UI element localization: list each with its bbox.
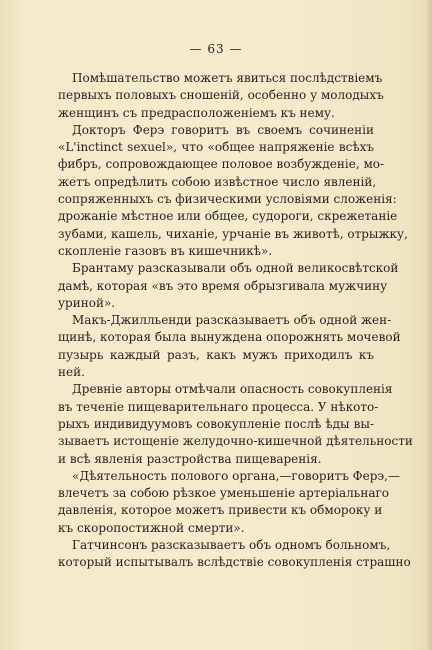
text-line: Помѣшательство можетъ явиться послѣдствіемъ	[72, 71, 383, 85]
text-line: Брантаму разсказывали объ одной великосвѣтской	[72, 261, 399, 276]
text-line: уриной».	[58, 295, 116, 310]
text-line: Древніе авторы отмѣчали опасность совокупленія	[72, 382, 393, 397]
text-line: жетъ опредѣлить собою извѣстное число явленій,	[58, 174, 377, 189]
text-line: ней.	[58, 365, 85, 380]
text-line: къ скоропостижной смерти».	[58, 520, 245, 535]
text-line: дрожаніе мѣстное или общее, судороги, скрежетаніе	[58, 209, 398, 224]
body-text	[58, 70, 413, 572]
text-line: «Дѣятельность полового органа,—говоритъ Ферэ,—	[72, 468, 400, 483]
text-line: пузырь каждый разъ, какъ мужъ приходилъ къ	[58, 347, 374, 362]
text-line: Докторъ Ферэ говоритъ въ своемъ сочиненіи	[72, 122, 374, 137]
text-line: фибръ, сопровождающее половое возбужденіе, мо-	[58, 157, 385, 172]
text-line: и всѣ явленія разстройства пищеваренія.	[58, 451, 322, 466]
text-line: влечетъ за собою рѣзкое уменьшеніе артеріальнаго	[58, 486, 389, 501]
text-line: дамѣ, которая «въ это время обрызгивала мужчину	[58, 278, 388, 293]
text-line: Гатчинсонъ разсказываетъ объ одномъ больномъ,	[72, 538, 391, 553]
text-line: рыхъ индивидуумовъ совокупленіе послѣ ѣды вы-	[58, 416, 374, 431]
text-line: первыхъ половыхъ сношеній, особенно у молодыхъ	[58, 88, 384, 103]
text-line: зываетъ истощеніе желудочно-кишечной дѣятельности	[58, 434, 413, 449]
text-line: зубами, кашель, чиханіе, урчаніе въ животѣ, отрыжку,	[58, 226, 408, 241]
text-line: въ теченіе пищеварительнаго процесса. У нѣкото-	[58, 399, 379, 414]
text-line: давленія, которое можетъ привести къ обмороку и	[58, 503, 383, 518]
text-line: который испытывалъ вслѣдствіе совокупленія страшно	[58, 555, 411, 570]
page-number: — 63 —	[189, 42, 243, 56]
text-line: «L'inctinct sexuel», что «общее напряженіе всѣхъ	[58, 140, 374, 155]
text-line: женщинъ съ предрасположеніемъ къ нему.	[58, 105, 335, 120]
page-edge-shadow	[426, 0, 432, 650]
text-line: щинѣ, которая была вынуждена опорожнять мочевой	[58, 330, 401, 345]
text-line: сопряженныхъ съ физическими условіями сложенія:	[58, 192, 397, 207]
text-line: скопленіе газовъ въ кишечникѣ».	[58, 243, 273, 258]
text-line: Макъ-Джилльенди разсказываетъ объ одной жен-	[72, 313, 392, 328]
